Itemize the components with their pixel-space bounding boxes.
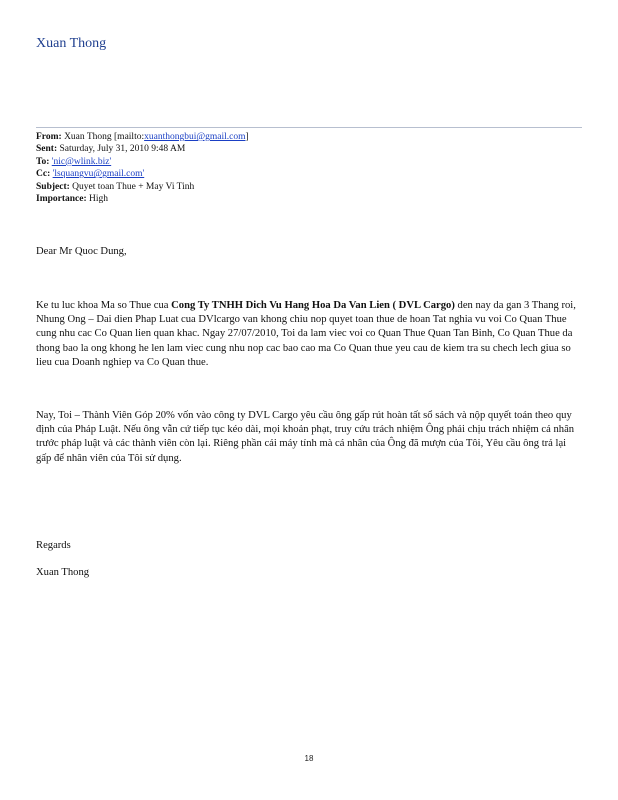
cc-line — [36, 168, 582, 180]
from-close: ] — [245, 132, 249, 142]
from-label: From: — [36, 132, 62, 142]
email-header-block — [36, 131, 582, 205]
sent-label: Sent: — [36, 144, 58, 155]
sent-line — [36, 143, 582, 155]
para1-rest: den nay da gan 3 Thang roi, Nhung Ong – Dai dien Phap Luat cua DVlcargo van khong chiu nop quyet toan thue de hoan Tat nghia vu voi Co Quan Thue cung nhu cac Co Quan lien quan khac. Ngay 27/07/2010, Toi da lam viec voi co Quan Thue Quan Tan Binh, Co Quan Thue da thong bao la ong khong he len lam viec cung nhu nop cac bao cao ma Co Quan thue yeu cau de kiem tra su chech lech giua so lieu cua Doanh nghiep va Co Quan thue. — [36, 300, 576, 368]
cc-label: Cc: — [36, 169, 51, 180]
to-line — [36, 156, 582, 168]
signature-name: Xuan Thong — [36, 567, 90, 578]
greeting: Dear Mr Quoc Dung, — [36, 246, 127, 257]
from-email-link[interactable]: xuanthongbui@gmail.com — [144, 132, 246, 142]
subject-label: Subject: — [36, 181, 70, 192]
page-number: 18 — [304, 754, 314, 763]
para1-intro: Ke tu luc khoa Ma so Thue cua — [36, 300, 172, 311]
importance-line — [36, 193, 582, 205]
company-name: Cong Ty TNHH Dich Vu Hang Hoa Da Van Lien ( DVL Cargo) — [171, 300, 455, 311]
sent-value: Saturday, July 31, 2010 9:48 AM — [59, 144, 186, 155]
subject-line — [36, 181, 582, 193]
header-divider — [36, 127, 582, 128]
importance-value: High — [89, 194, 109, 205]
subject-value: Quyet toan Thue + May Vi Tinh — [72, 181, 195, 192]
sender-title: Xuan Thong — [36, 36, 107, 51]
body-paragraph-1 — [36, 299, 584, 370]
cc-email-link[interactable]: 'lsquangvu@gmail.com' — [52, 169, 145, 180]
closing-regards: Regards — [36, 540, 71, 551]
from-name: Xuan Thong [mailto: — [64, 132, 145, 142]
importance-label: Importance: — [36, 194, 87, 205]
to-label: To: — [36, 156, 50, 167]
to-email-link[interactable]: 'nic@wlink.biz' — [51, 156, 112, 167]
body-paragraph-2: Nay, Toi – Thành Viên Góp 20% vốn vào công ty DVL Cargo yêu cầu ông gấp rút hoàn tất sổ sách và nộp quyết toán theo quy định của Pháp Luật. Nếu ông vẫn cứ tiếp tục kéo dài, mọi khoản phạt, truy cứu trách nhiệm Ông phải chịu trách nhiệm cá nhân trước pháp luật và các thành viên còn lại. Riêng phần cái máy tính mà cá nhân của Ông đã mượn của Tôi, Yêu cầu ông trả lại gấp để nhân viên của Tôi sử dụng. — [36, 410, 575, 464]
from-line — [36, 131, 582, 143]
